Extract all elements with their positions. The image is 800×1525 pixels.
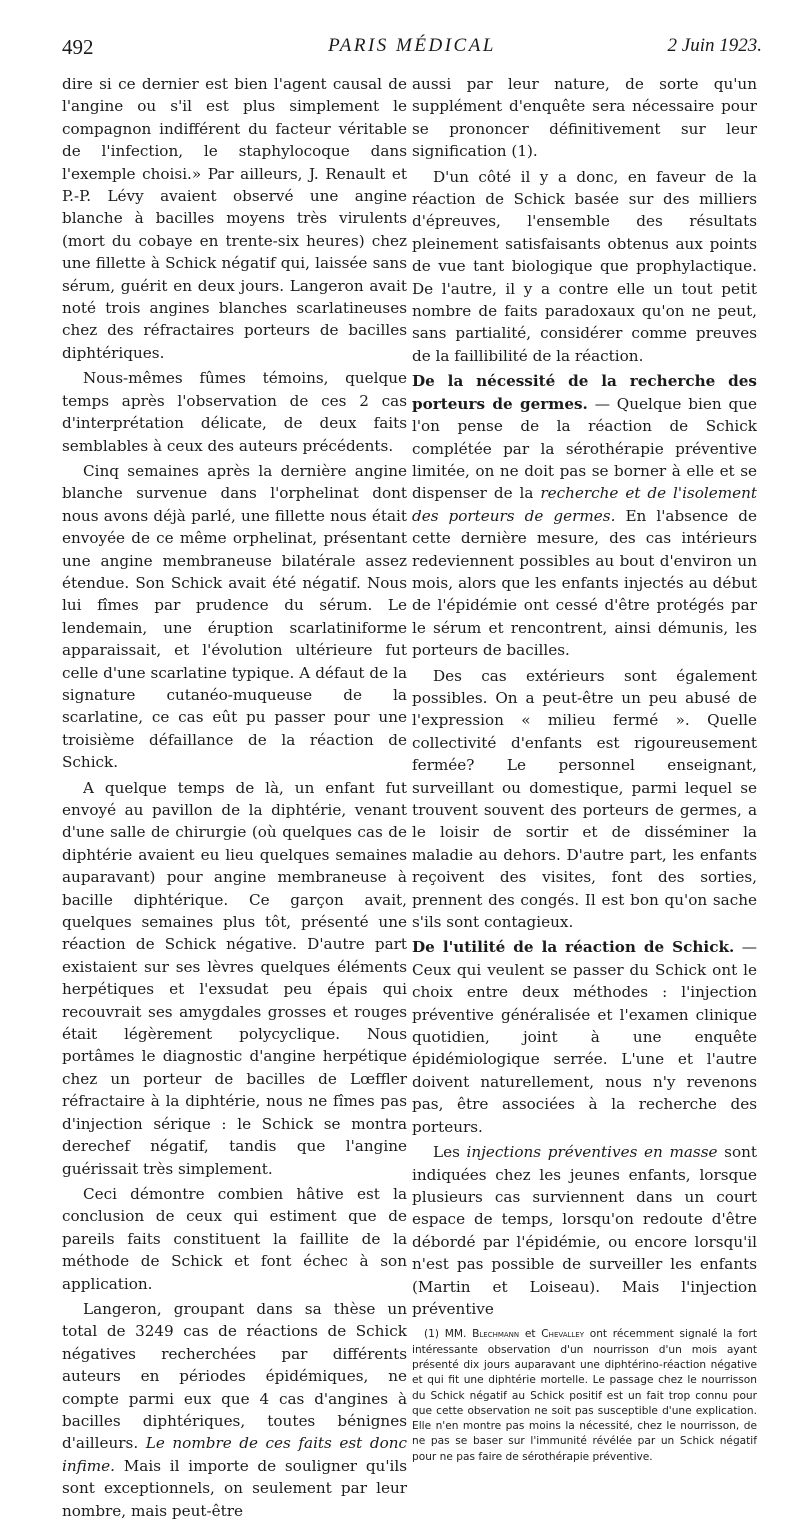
paragraph-text: Langeron, groupant dans sa thèse un total de 3249 cas de réactions de Schick négatives recherchées par différents auteurs en périodes épidémiques, ne compte parmi eux que 4 cas d'angines à bacilles diphtériques, toutes bénignes d'ailleurs. xyxy=(62,1299,407,1453)
journal-title: PARIS MÉDICAL xyxy=(328,35,496,56)
paragraph: Nous-mêmes fûmes témoins, quelque temps après l'observation de ces 2 cas d'interprétation délicate, de deux faits semblables à ceux des auteurs précédents. xyxy=(62,369,407,455)
paragraph: Ceci démontre combien hâtive est la conclusion de ceux qui estiment que de pareils faits constituent la faillite de la méthode de Schick et font échec à son application. xyxy=(62,1184,407,1293)
section-paragraph xyxy=(412,370,757,661)
paragraph xyxy=(412,1141,757,1320)
emphasis-text: injections préventives en masse xyxy=(466,1143,718,1162)
paragraph-text: En l'absence de cette dernière mesure, des cas intérieurs redeviennent possibles au bout d'environ un mois, alors que les enfants injectés au début de l'épidémie ont cessé d'être protégés par le sérum et rencontrent, ainsi démunis, les porteurs de bacilles. xyxy=(412,506,757,660)
paragraph: Cinq semaines après la dernière angine blanche survenue dans l'orphelinat dont nous avons déjà parlé, une fillette nous était envoyée de ce même orphelinat, présentant une angine membraneuse bilatérale assez étendue. Son Schick avait été négatif. Nous lui fîmes par prudence du sérum. Le lendemain, une éruption scarlatiniforme apparaissait, et l'évolution ultérieure fut celle d'une scarlatine typique. A défaut de la signature cutanéo-muqueuse de la scarlatine, ce cas eût pu passer pour une troisième défaillance de la réaction de Schick. xyxy=(62,461,407,772)
paragraph-text: — Ceux qui veulent se passer du Schick ont le choix entre deux méthodes : l'injection préventive généralisée et l'examen clinique quotidien, joint à une enquête épidémiologique serrée. L'une et l'autre doivent naturellement, nous n'y revenons pas, être associées à la recherche des porteurs. xyxy=(412,938,757,1136)
section-heading: De la nécessité de la recherche des porteurs de germes. xyxy=(412,372,757,413)
emphasis-text: recherche et de l'isolement des porteurs de germes. xyxy=(412,484,757,525)
paragraph-text: — Quelque bien que l'on pense de la réaction de Schick complétée par la sérothérapie préventive limitée, on ne doit pas se borner à elle et se dispenser de la xyxy=(412,394,757,503)
page-number: 492 xyxy=(62,35,94,59)
paragraph: aussi par leur nature, de sorte qu'un supplément d'enquête sera nécessaire pour se prononcer définitivement sur leur signification (1). xyxy=(412,75,757,161)
paragraph-text: Mais il importe de souligner qu'ils sont exceptionnels, on seulement par leur nombre, mais peut-être xyxy=(62,1456,408,1520)
issue-date: 2 Juin 1923. xyxy=(667,35,762,56)
footnote xyxy=(412,1327,757,1465)
section-paragraph xyxy=(412,936,757,1138)
footnote-text: et xyxy=(519,1328,542,1341)
left-column xyxy=(62,73,407,1525)
paragraph-text: Les xyxy=(433,1143,467,1162)
footnote-mark: (1) MM. xyxy=(424,1328,473,1341)
emphasis-text: Le nombre de ces faits est donc infime. xyxy=(62,1434,408,1475)
running-header xyxy=(62,35,762,67)
right-column xyxy=(412,73,757,1465)
footnote-author: Chevalley xyxy=(541,1328,584,1341)
section-heading: De l'utilité de la réaction de Schick. xyxy=(412,938,735,957)
paragraph xyxy=(62,1298,407,1522)
paragraph-text: sont indiquées chez les jeunes enfants, lorsque plusieurs cas surviennent dans un court espace de temps, lorsqu'on redoute d'être débordé par l'épidémie, ou encore lorsqu'il n'est pas possible de surveiller les enfants (Martin et Loiseau). Mais l'injection préventive xyxy=(412,1143,758,1318)
paragraph: A quelque temps de là, un enfant fut envoyé au pavillon de la diphtérie, venant d'une salle de chirurgie (où quelques cas de diphtérie avaient eu lieu quelques semaines auparavant) pour angine membraneuse à bacille diphtérique. Ce garçon avait, quelques semaines plus tôt, présenté une réaction de Schick négative. D'autre part existaient sur ses lèvres quelques éléments herpétiques et l'exsudat peu épais qui recouvrait ses amygdales grosses et rouges était légèrement polycyclique. Nous portâmes le diagnostic d'angine herpétique chez un porteur de bacilles de Lœffler réfractaire à la diphtérie, nous ne fîmes pas d'injection sérique : le Schick se montra derechef négatif, tandis que l'angine guérissait très simplement. xyxy=(62,778,407,1178)
paragraph: Des cas extérieurs sont également possibles. On a peut-être un peu abusé de l'expression « milieu fermé ». Quelle collectivité d'enfants est rigoureusement fermée? Le personnel enseignant, surveillant ou domestique, parmi lequel se trouvent souvent des porteurs de germes, a le loisir de sortir et de disséminer la maladie au dehors. D'autre part, les enfants reçoivent des visites, font des sorties, prennent des congés. Il est bon qu'on sache s'ils sont contagieux. xyxy=(412,666,757,932)
paragraph: dire si ce dernier est bien l'agent causal de l'angine ou s'il est plus simplement le compagnon indifférent du facteur véritable de l'infection, le staphylocoque dans l'exemple choisi.» Par ailleurs, J. Renault et P.-P. Lévy avaient observé une angine blanche à bacilles moyens très virulents (mort du cobaye en trente-six heures) chez une fillette à Schick négatif qui, laissée sans sérum, guérit en deux jours. Langeron avait noté trois angines blanches scarlatineuses chez des réfractaires porteurs de bacilles diphtériques. xyxy=(62,75,407,362)
footnote-author: Blechmann xyxy=(472,1328,520,1341)
footnote-text: ont récemment signalé la fort intéressante observation d'un nourrisson d'un mois ayant présenté dix jours auparavant une diphtérino-réaction négative et qui fit une diphtérie mortelle. Le passage chez le nourrisson du Schick négatif au Schick positif est un fait trop connu pour que cette observation ne soit pas susceptible d'une explication. Elle n'en montre pas moins la nécessité, chez le nourrisson, de ne pas se baser sur l'immunité révélée par un Schick négatif pour ne pas faire de sérothérapie préventive. xyxy=(412,1328,757,1463)
paragraph: D'un côté il y a donc, en faveur de la réaction de Schick basée sur des milliers d'épreuves, l'ensemble des résultats pleinement satisfaisants obtenus aux points de vue tant biologique que prophylactique. De l'autre, il y a contre elle un tout petit nombre de faits paradoxaux qu'on ne peut, sans partialité, considérer comme preuves de la faillibilité de la réaction. xyxy=(412,167,757,365)
